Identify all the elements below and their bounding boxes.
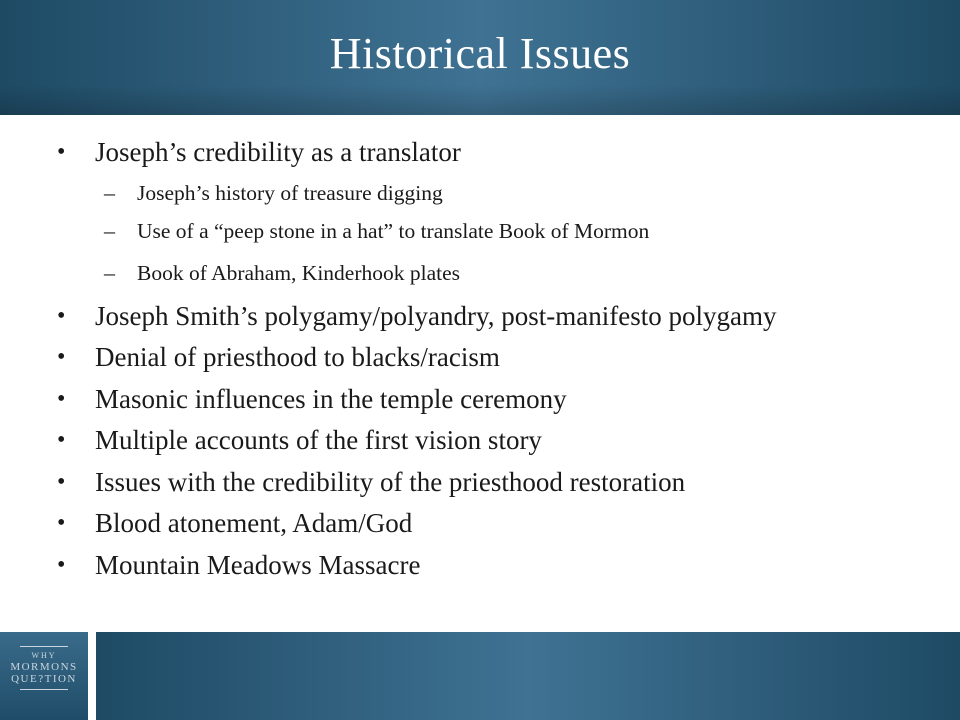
sub-bullet-text: Joseph’s history of treasure digging [137, 180, 443, 205]
footer-bar [96, 632, 960, 720]
dash-marker: – [104, 179, 115, 205]
bullet-text: Masonic influences in the temple ceremony [95, 383, 567, 414]
bullet-item [0, 379, 960, 421]
bullet-marker: • [57, 385, 66, 412]
footer [0, 632, 960, 720]
bullet-text: Joseph’s credibility as a translator [95, 137, 461, 167]
bullet-marker: • [57, 302, 66, 329]
bullet-marker: • [57, 510, 66, 536]
bullet-marker: • [57, 344, 66, 370]
bullet-item [0, 296, 960, 338]
sub-bullet-item [0, 174, 960, 212]
logo-rule-top [20, 646, 68, 647]
bullet-text: Joseph Smith’s polygamy/polyandry, post-manifesto polygamy [95, 300, 777, 331]
bullet-item [0, 337, 960, 379]
logo-rule-bottom [20, 689, 68, 690]
title-bar [0, 0, 960, 115]
sub-bullet-text: Use of a “peep stone in a hat” to translate Book of Mormon [137, 218, 650, 243]
sub-bullet-item [0, 212, 960, 250]
bullet-list [0, 132, 960, 586]
logo-line-1: WHY [31, 651, 57, 660]
bullet-marker: • [57, 468, 66, 495]
bullet-text: Blood atonement, Adam/God [95, 508, 413, 538]
bullet-item [0, 132, 960, 174]
bullet-text: Denial of priesthood to blacks/racism [95, 342, 500, 372]
logo-panel [0, 632, 88, 720]
sub-bullet-text: Book of Abraham, Kinderhook plates [137, 260, 461, 285]
bullet-item [0, 545, 960, 587]
logo-line-3: QUE?TION [11, 673, 77, 685]
bullet-text: Issues with the credibility of the priesthood restoration [95, 466, 686, 497]
bullet-marker: • [57, 427, 66, 453]
bullet-text: Multiple accounts of the first vision story [95, 425, 542, 455]
bullet-text: Mountain Meadows Massacre [95, 549, 421, 580]
bullet-marker: • [57, 139, 66, 165]
sub-bullet-item [0, 250, 960, 296]
logo-line-2: MORMONS [10, 661, 78, 673]
dash-marker: – [104, 259, 115, 285]
bullet-item [0, 503, 960, 545]
bullet-marker: • [57, 551, 66, 578]
dash-marker: – [104, 217, 115, 243]
slide-title: Historical Issues [329, 29, 631, 78]
bullet-item [0, 462, 960, 504]
bullet-item [0, 420, 960, 462]
why-mormons-question-logo [8, 642, 80, 710]
